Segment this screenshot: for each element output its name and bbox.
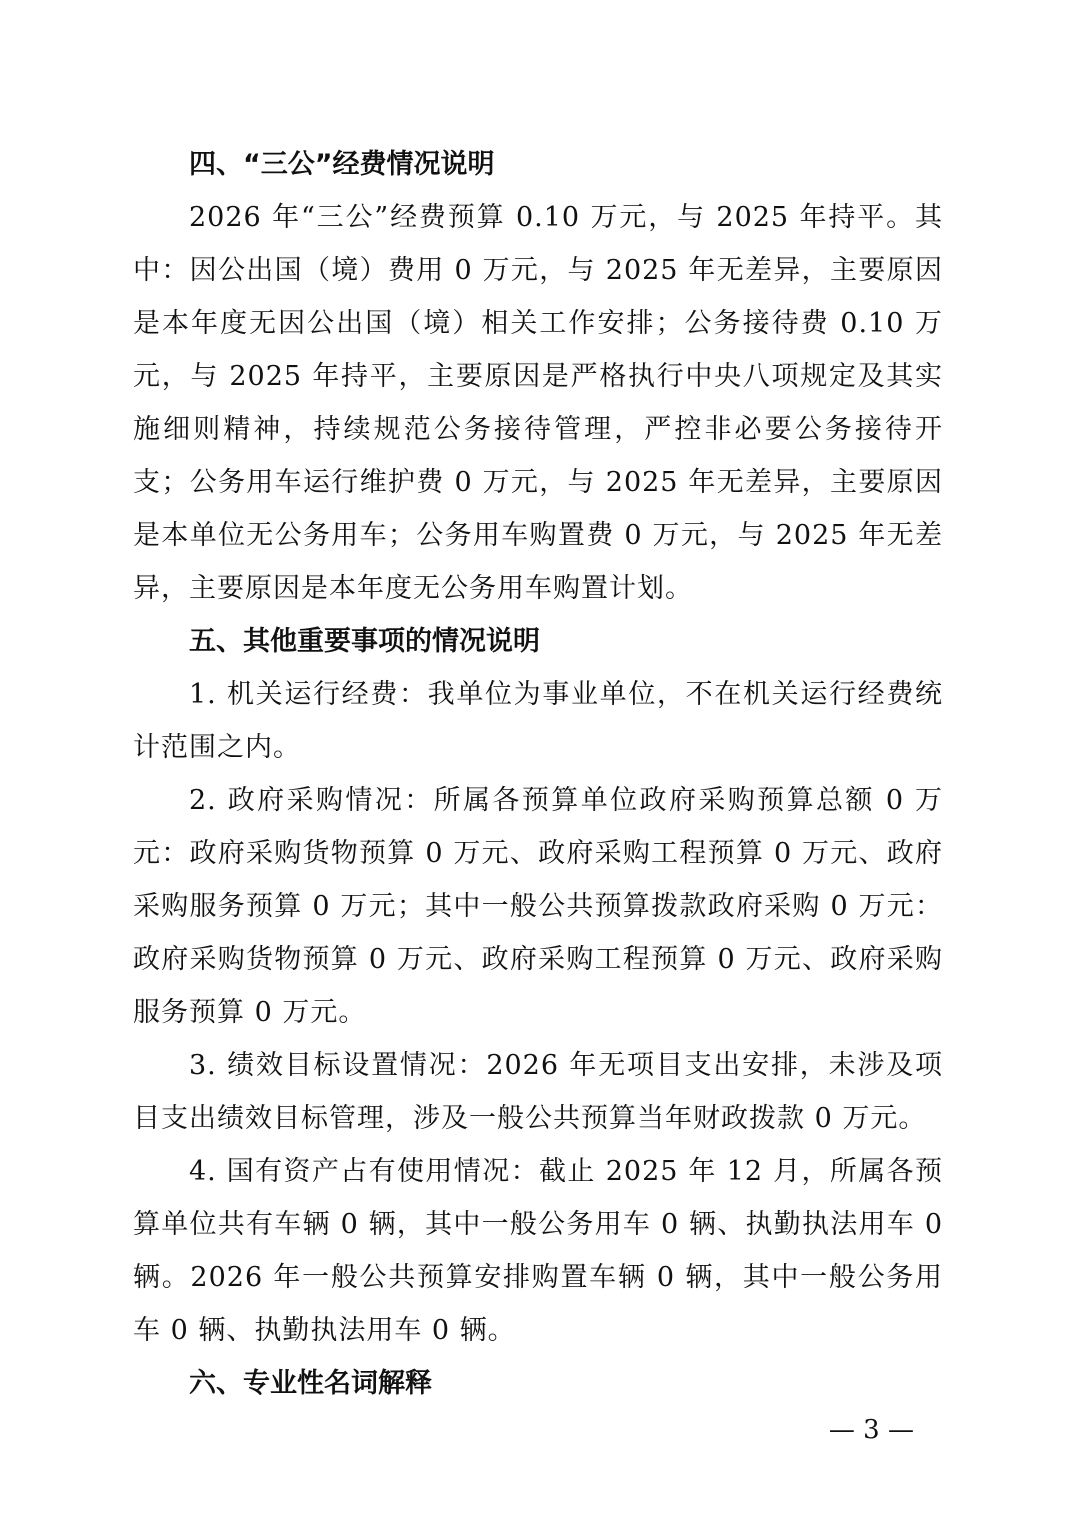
state-assets-paragraph: 4. 国有资产占有使用情况：截止 2025 年 12 月，所属各预算单位共有车辆 0 辆，其中一般公务用车 0 辆、执勤执法用车 0 辆。2026 年一般公共预算安排购置车辆 0 辆，其中一般公务用车 0 辆、执勤执法用车 0 辆。 [133,1156,943,1346]
operating-funds-paragraph: 1. 机关运行经费：我单位为事业单位，不在机关运行经费统计范围之内。 [133,679,943,763]
san-gong-paragraph: 2026 年“三公”经费预算 0.10 万元，与 2025 年持平。其中：因公出国（境）费用 0 万元，与 2025 年无差异，主要原因是本年度无因公出国（境）相关工作安排；公务接待费 0.10 万元，与 2025 年持平，主要原因是严格执行中央八项规定及其实施细则精神，持续规范公务接待管理，严控非必要公务接待开支；公务用车运行维护费 0 万元，与 2025 年无差异，主要原因是本单位无公务用车；公务用车购置费 0 万元，与 2025 年无差异，主要原因是本年度无公务用车购置计划。 [133,202,943,604]
section-heading-other-matters: 五、其他重要事项的情况说明 [189,626,540,657]
page-number: — 3 — [828,1415,914,1445]
procurement-paragraph: 2. 政府采购情况：所属各预算单位政府采购预算总额 0 万元：政府采购货物预算 0 万元、政府采购工程预算 0 万元、政府采购服务预算 0 万元；其中一般公共预算拨款政府采购 0 万元：政府采购货物预算 0 万元、政府采购工程预算 0 万元、政府采购服务预算 0 万元。 [133,785,943,1028]
performance-goals-paragraph: 3. 绩效目标设置情况：2026 年无项目支出安排，未涉及项目支出绩效目标管理，涉及一般公共预算当年财政拨款 0 万元。 [133,1050,943,1134]
section-heading-san-gong: 四、“三公”经费情况说明 [189,149,495,180]
document-body [133,138,943,1410]
section-heading-glossary: 六、专业性名词解释 [189,1368,432,1399]
